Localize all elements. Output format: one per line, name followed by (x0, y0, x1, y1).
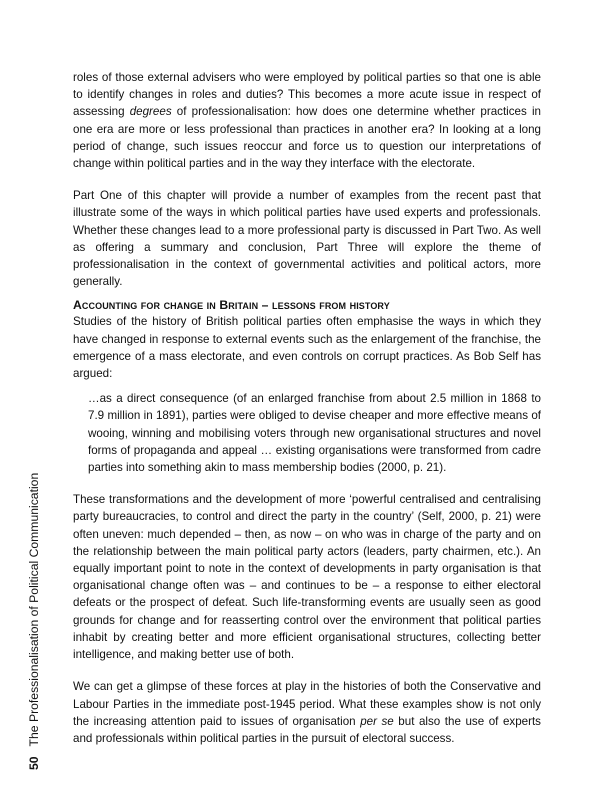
running-header (27, 473, 41, 770)
block-quote: …as a direct consequence (of an enlarged franchise from about 2.5 million in 1868 to 7.9 million in 1891), parties were obliged to devise cheaper and more effective means of wooing, winning and mobilising voters through new organisational structures and novel forms of propaganda and appeal … existing organisations were transformed from cadre parties into something akin to mass membership bodies (2000, p. 21). (88, 392, 541, 475)
paragraph-text: roles of those external advisers who were employed by political parties so that one is able to identify changes in roles and duties? This becomes a more acute issue in respect of assessing (73, 71, 541, 119)
paragraph-history-intro: Studies of the history of British political parties often emphasise the ways in which they have changed in response to external events such as the enlargement of the franchise, the emergence of a mass electorate, and even controls on corrupt practices. As Bob Self has argued: (73, 315, 541, 381)
emphasis-text: degrees (129, 105, 172, 119)
paragraph-post-1945 (73, 678, 541, 747)
section-heading: Accounting for change in Britain – lessons from history (73, 298, 390, 313)
paragraph-transformations: These transformations and the development of more ‘powerful centralised and centralising party bureaucracies, to control and direct the party in the country’ (Self, 2000, p. 21) were often uneven: much depended – then, as now – on who was in charge of the party and on the relationship between the main political party actors (leaders, party chairmen, etc.). An equally important point to note in the context of developments in party organisation is that organisational change often was – and continues to be – a response to either electoral defeats or the prospect of defeat. Such life-transforming events are usually seen as good grounds for change and for reasserting control over the environment that political parties inhabit by creating better and more efficient organisational structures, collecting better intelligence, and making better use of both. (73, 493, 541, 662)
paragraph-text: We can get a glimpse of these forces at play in the histories of both the Conservative and Labour Parties in the immediate post-1945 period. What these examples show is not only the increasing attention paid to issues of organisation (73, 680, 541, 728)
paragraph-chapter-outline: Part One of this chapter will provide a number of examples from the recent past that illustrate some of the ways in which political parties have used experts and professionals. Whether these changes lead to a more professional party is discussed in Part Two. As well as offering a summary and conclusion, Part Three will explore the theme of professionalisation in the context of governmental activities and political actors, more generally. (73, 189, 541, 289)
paragraph-continuation (73, 69, 541, 172)
page-number: 50 (27, 756, 41, 770)
page-body (73, 69, 541, 747)
paragraph-text: but also the use of experts and professionals within political parties in the pursuit of electoral success. (73, 714, 541, 745)
book-title: The Professionalisation of Political Communication (27, 472, 41, 747)
paragraph-text: of professionalisation: how does one determine whether practices in one era are more or less professional than practices in another era? In looking at a long period of change, such issues reoccur and force us to question our interpretations of change within political parties and in the way they interface with the electorate. (73, 105, 541, 171)
emphasis-text: per se (360, 714, 394, 728)
